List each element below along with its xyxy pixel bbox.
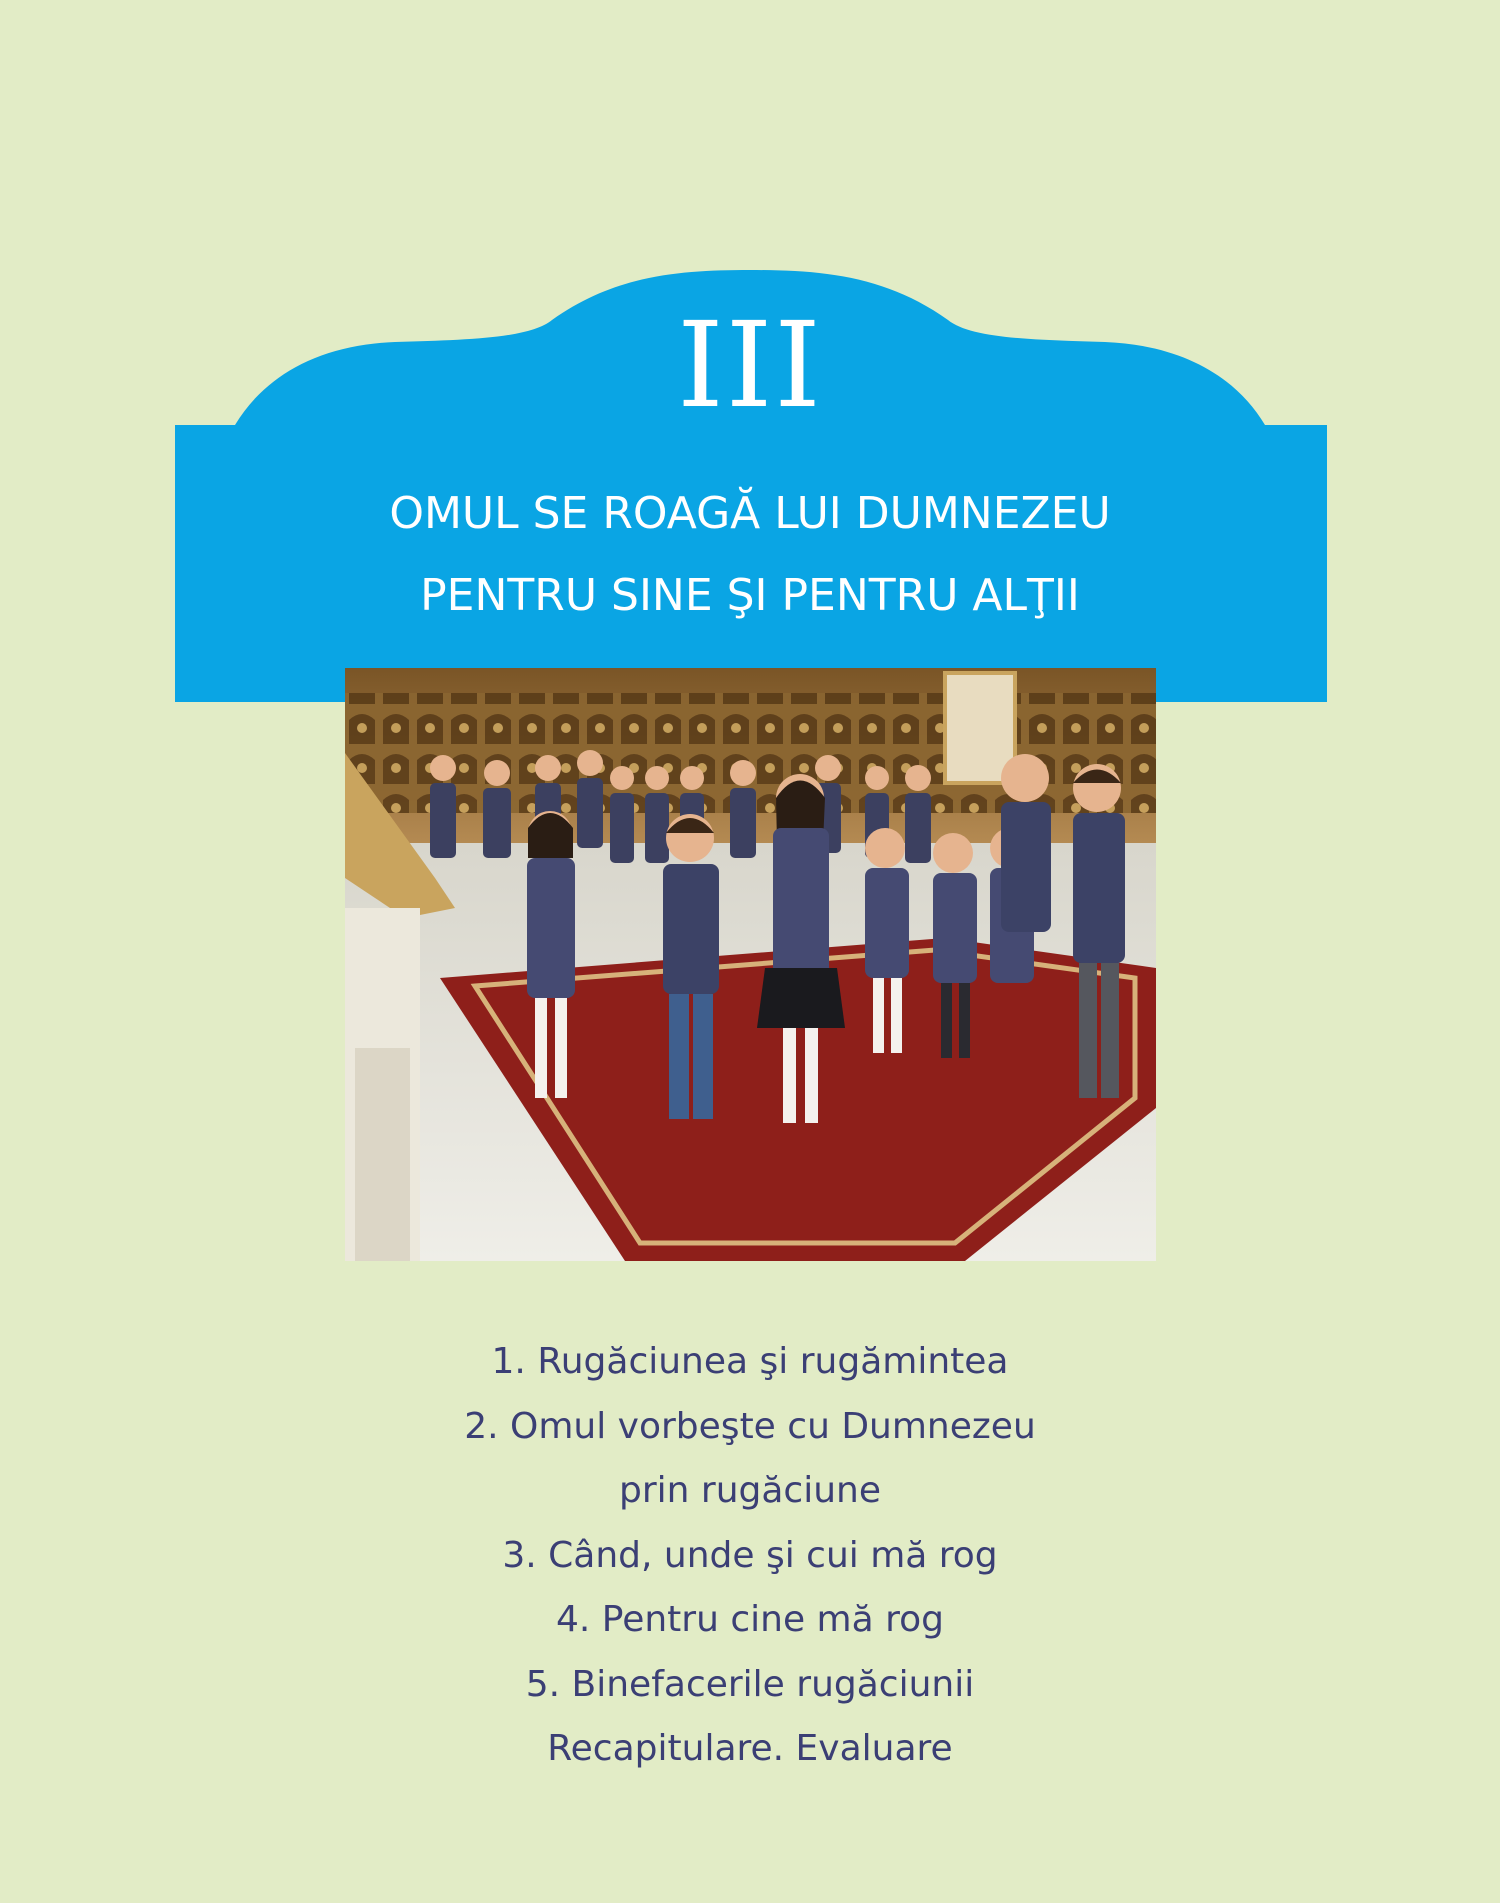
lesson-item: 5. Binefacerile rugăciunii — [525, 1663, 975, 1705]
lesson-list — [0, 1330, 1500, 1782]
church-photo — [345, 668, 1156, 1261]
lesson-item: 2. Omul vorbeşte cu Dumnezeu — [464, 1405, 1036, 1447]
lesson-item: 1. Rugăciunea şi rugămintea — [491, 1341, 1009, 1382]
lesson-item: 4. Pentru cine mă rog — [555, 1599, 945, 1640]
lesson-item: Recapitulare. Evaluare — [547, 1728, 953, 1769]
chapter-title-line-2: PENTRU SINE ŞI PENTRU ALŢII — [420, 570, 1080, 621]
lesson-item: 3. Când, unde şi cui mă rog — [502, 1534, 998, 1576]
chapter-title-line-1: OMUL SE ROAGĂ LUI DUMNEZEU — [389, 488, 1111, 539]
lesson-item: prin rugăciune — [618, 1470, 882, 1511]
chapter-number: III — [677, 296, 823, 434]
